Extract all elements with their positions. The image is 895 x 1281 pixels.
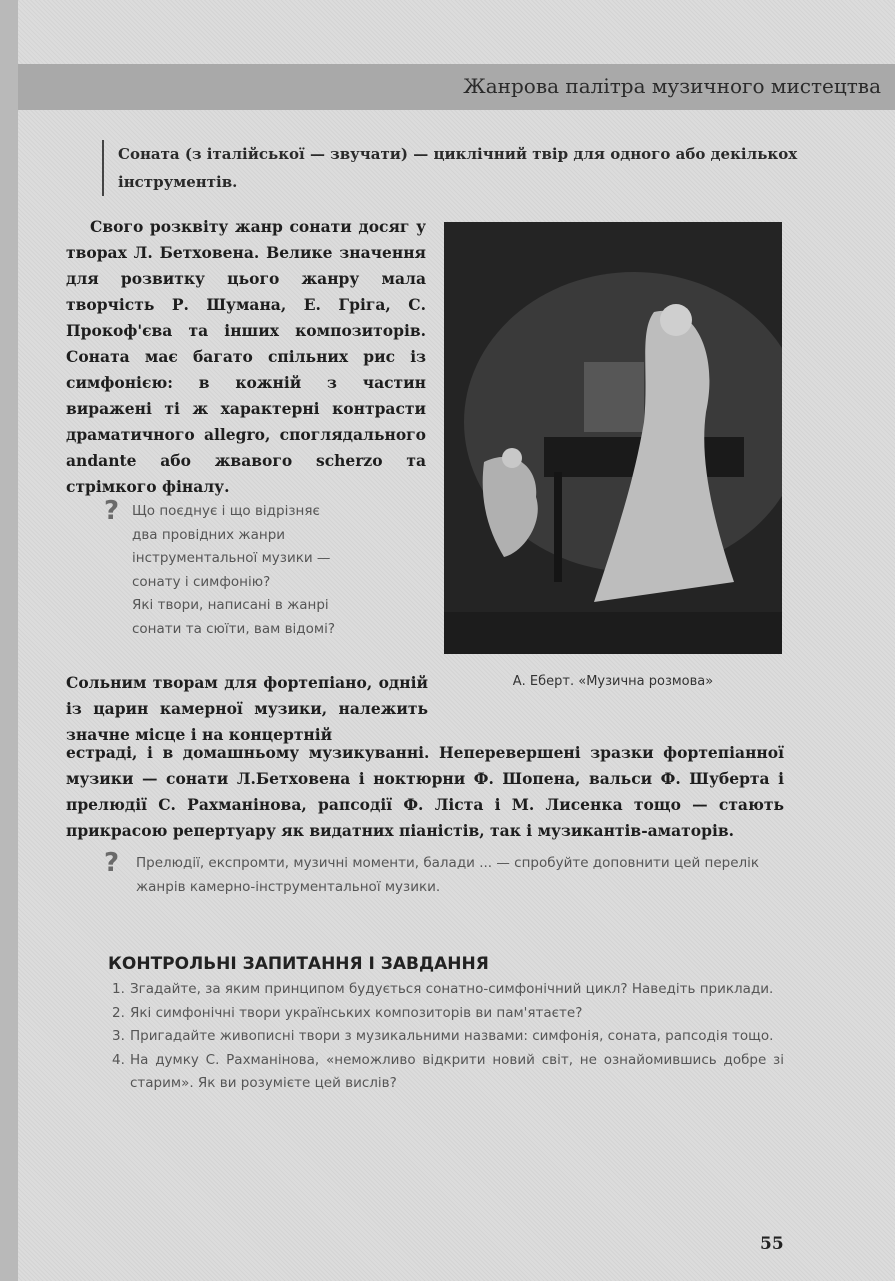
- question-block-2: [104, 848, 792, 899]
- painting-image: [444, 222, 782, 654]
- painting-caption: А. Еберт. «Музична розмова»: [512, 674, 714, 689]
- task-item: [112, 1002, 784, 1026]
- paragraph-piano-part1: Сольним творам для фортепіано, одній із царин камерної музики, належить значне місце і на концертній: [66, 673, 428, 744]
- task-text: На думку С. Рахманінова, «неможливо відкрити новий світ, не ознайомившись добре зі старим». Як ви розумієте цей вислів?: [130, 1051, 784, 1091]
- definition-body: — циклічний твір для одного або декількох інструментів.: [118, 145, 798, 191]
- task-number: 4.: [112, 1051, 125, 1068]
- paragraph-piano-part2: естраді, і в домашньому музикуванні. Неперевершені зразки фортепіанної музики — сонати Л.Бетховена і ноктюрни Ф. Шопена, вальси Ф. Шуберта і прелюдії С. Рахманінова, рапсодії Ф. Ліста і М. Лисенка тощо — стають прикрасою репертуару як видатних піаністів, так і музикантів-аматорів.: [66, 743, 784, 840]
- task-item: [112, 1025, 784, 1049]
- section-title: КОНТРОЛЬНІ ЗАПИТАННЯ І ЗАВДАННЯ: [108, 954, 489, 974]
- definition-box: [102, 140, 798, 196]
- page-number: 55: [760, 1234, 784, 1254]
- question-line: Які твори, написані в жанрі: [132, 597, 329, 613]
- task-text: Пригадайте живописні твори з музикальними назвами: симфонія, соната, рапсодія тощо.: [130, 1028, 774, 1044]
- task-list: [112, 978, 784, 1096]
- page-edge: [0, 0, 18, 1281]
- question-line: два провідних жанри: [132, 526, 286, 543]
- chapter-title: Жанрова палітра музичного мистецтва: [463, 74, 881, 98]
- paragraph-sonata-history: Свого розквіту жанр сонати досяг у творах Л. Бетховена. Велике значення для розвитку цього жанру мала творчість Р. Шумана, Е. Гріга, С. Прокоф'єва та інших композиторів. Соната має багато спільних рис із симфонією: в кожній з частин виражені ті ж характерні контрасти драматичного allegro, споглядального andante або жвавого scherzo та стрімкого фіналу.: [66, 217, 426, 496]
- task-item: [112, 978, 784, 1002]
- question-mark-icon: ?: [104, 496, 120, 526]
- question-mark-icon: ?: [104, 848, 120, 878]
- question-line: сонати та сюїти, вам відомі?: [132, 620, 336, 637]
- definition-term: Соната (з італійської — звучати): [118, 145, 408, 163]
- painting-illustration: [444, 222, 782, 654]
- question-text: Прелюдії, експромти, музичні моменти, балади ... — спробуйте доповнити цей перелік жанрів камерно-інструментальної музики.: [136, 855, 760, 895]
- chapter-header: [18, 64, 895, 110]
- task-number: 3.: [112, 1028, 125, 1044]
- question-block-1: [104, 496, 412, 641]
- question-line: сонату і симфонію?: [132, 573, 271, 590]
- task-text: Згадайте, за яким принципом будується сонатно-симфонічний цикл? Наведіть приклади.: [130, 981, 774, 997]
- question-line: Що поєднує і що відрізняє: [132, 503, 320, 519]
- question-line: інструментальної музики —: [132, 550, 331, 566]
- task-item: [112, 1049, 784, 1096]
- task-number: 1.: [112, 981, 125, 997]
- task-number: 2.: [112, 1004, 125, 1021]
- task-text: Які симфонічні твори українських композиторів ви пам'ятаєте?: [130, 1004, 583, 1021]
